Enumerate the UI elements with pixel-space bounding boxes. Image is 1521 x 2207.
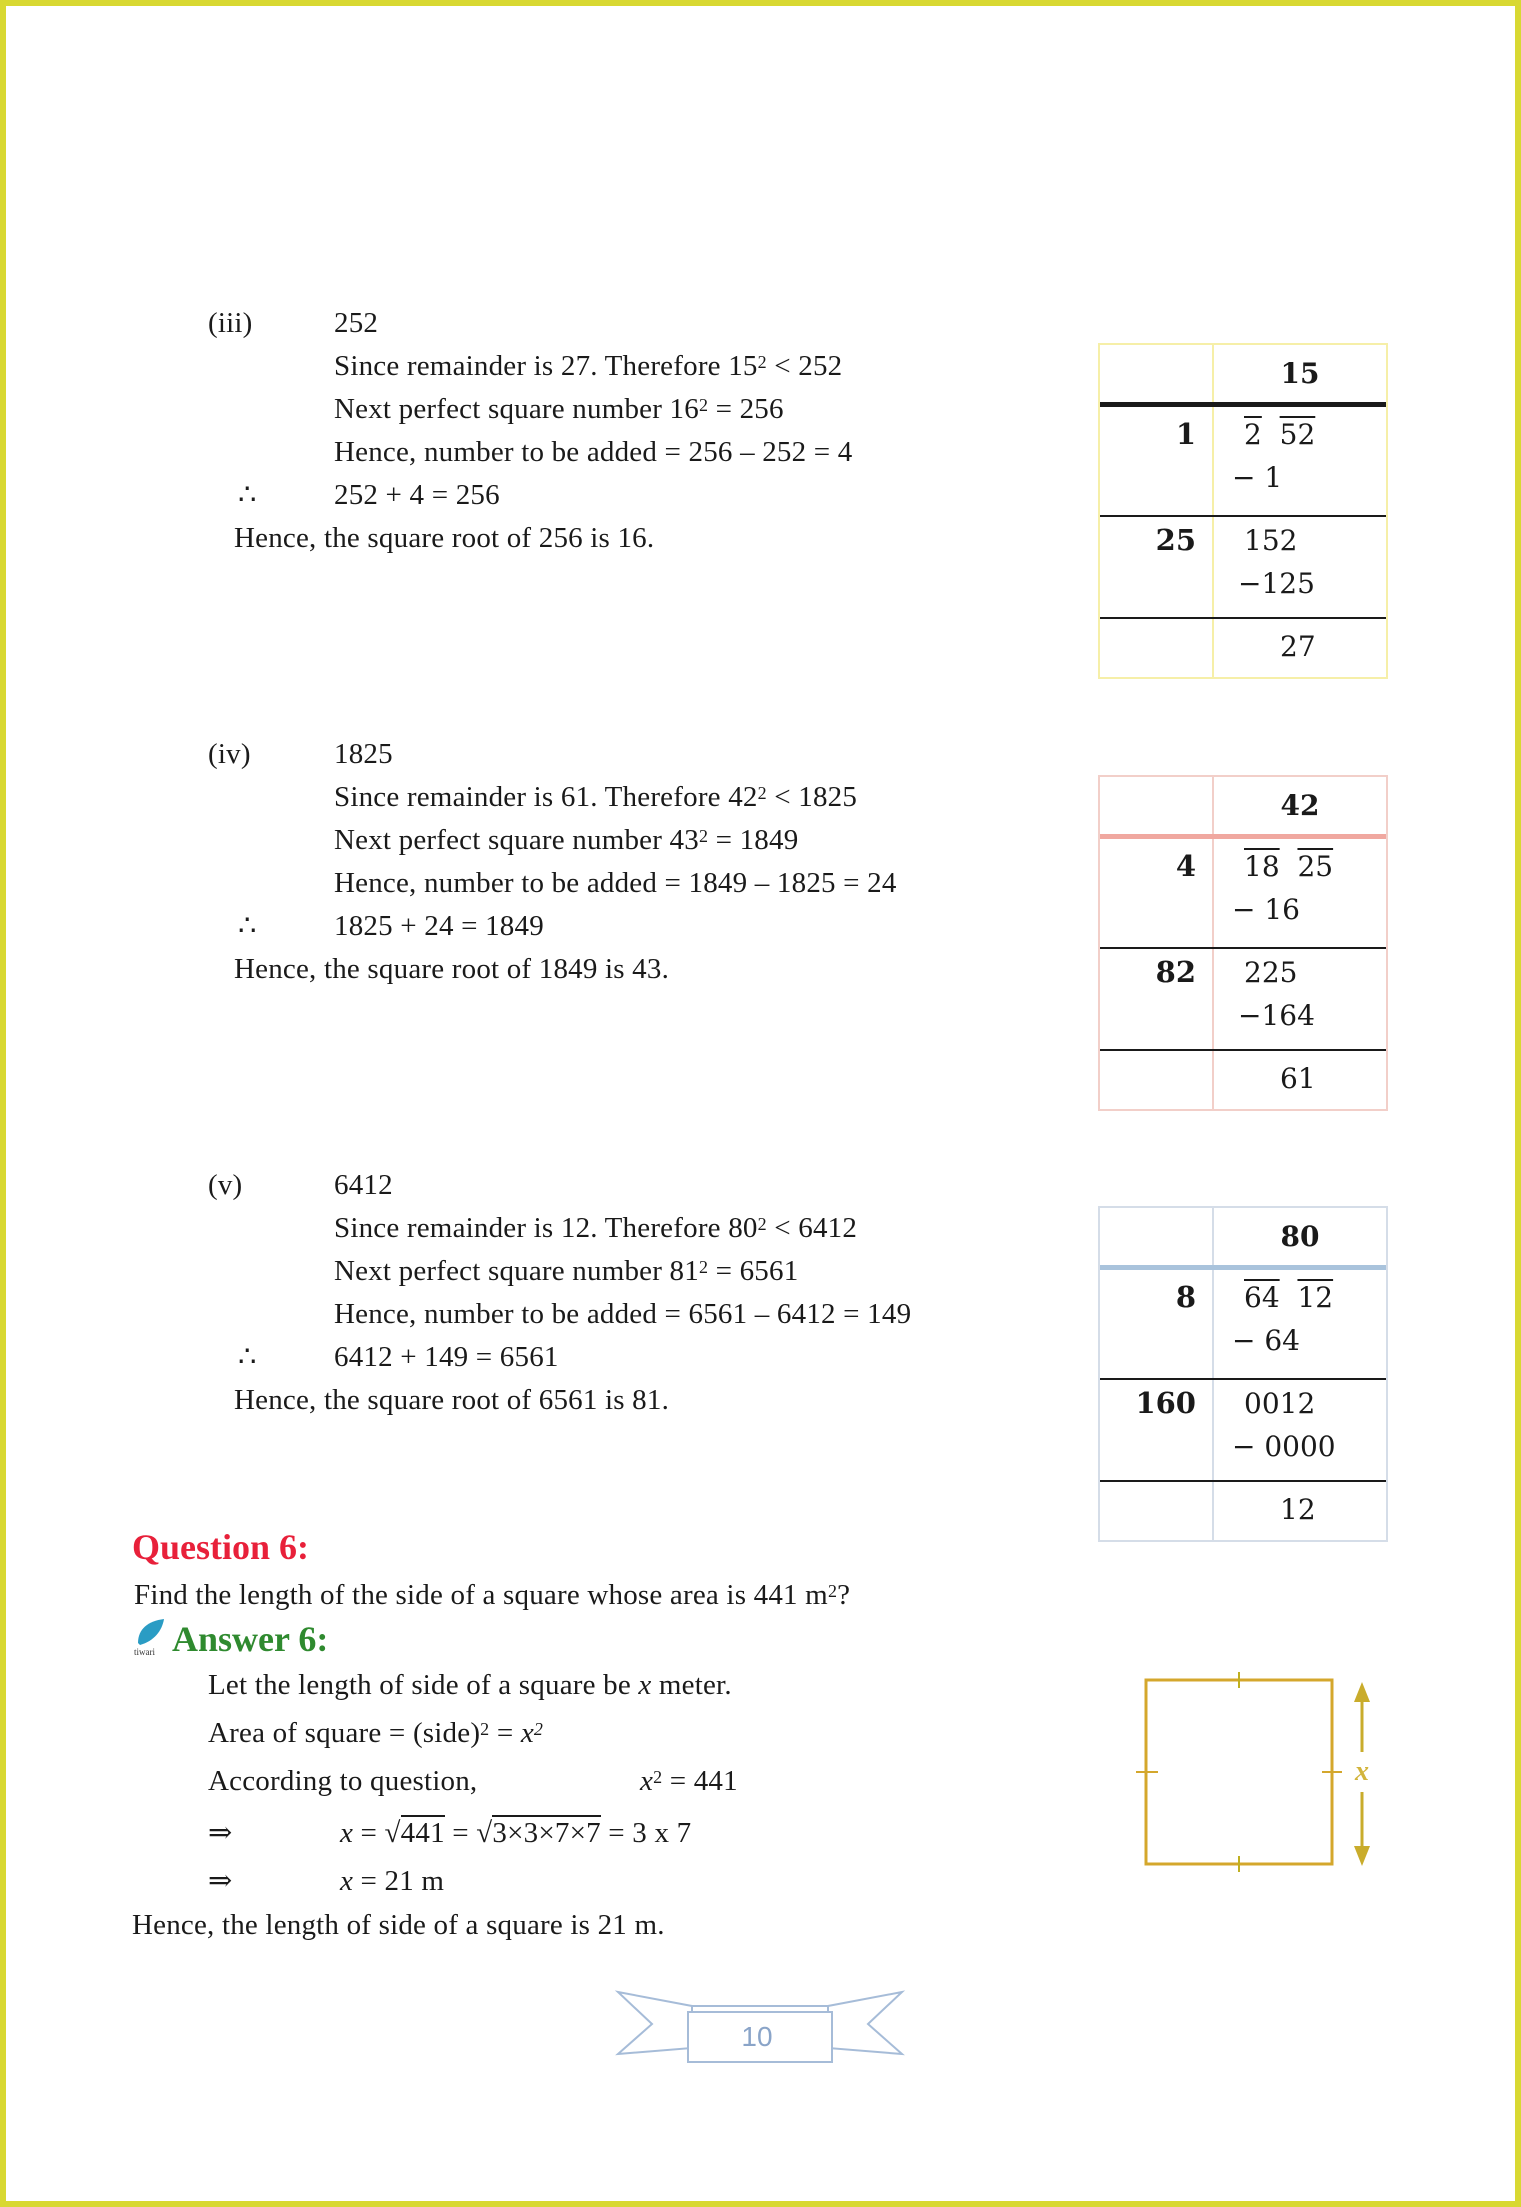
- remainder-line: Since remainder is 27. Therefore $15^2 < 252$: [334, 350, 843, 382]
- sum-line: 6412 + 149 = 6561: [334, 1341, 559, 1373]
- digit-pairs: 64 12: [1244, 1281, 1334, 1314]
- answer-line-let: Let the length of side of a square be x meter.: [208, 1669, 732, 1701]
- next-square-line: Next perfect square number $16^2 = 256$: [334, 393, 784, 425]
- answer-line-according: According to question,: [208, 1765, 478, 1797]
- remainder: 12: [1280, 1493, 1316, 1526]
- divisor: 8: [1100, 1270, 1214, 1378]
- sqrt-symbol: √: [384, 1817, 401, 1849]
- question-text: Find the length of the side of a square whose area is 441 $m^2$?: [134, 1579, 851, 1611]
- divisor: 160: [1100, 1380, 1214, 1480]
- question-title: Question 6:: [132, 1527, 310, 1567]
- divisor: 82: [1100, 949, 1214, 1049]
- part-label: (iv): [208, 738, 251, 770]
- divisor: 1: [1100, 407, 1214, 515]
- quotient-row: [1100, 777, 1386, 839]
- digit-pairs: 18 25: [1244, 850, 1334, 883]
- subtrahend: − 1: [1232, 461, 1283, 494]
- subtrahend: − 64: [1232, 1324, 1300, 1357]
- implies-symbol: ⇒: [208, 1865, 233, 1897]
- part-number: 252: [334, 307, 379, 339]
- part-label: (iii): [208, 307, 253, 339]
- number-added-line: Hence, number to be added = 6561 – 6412 = 149: [334, 1298, 912, 1330]
- page-number: 10: [741, 2021, 773, 2052]
- remainder: 61: [1280, 1062, 1316, 1095]
- part-label: (v): [208, 1169, 243, 1201]
- conclusion: Hence, the square root of 1849 is 43.: [234, 953, 670, 985]
- sqrt-symbol: √: [476, 1817, 493, 1849]
- step-row: [1100, 839, 1386, 949]
- conclusion: Hence, the square root of 256 is 16.: [234, 522, 655, 554]
- remainder: 27: [1280, 630, 1316, 663]
- quotient-row: [1100, 345, 1386, 407]
- part-number: 1825: [334, 738, 393, 770]
- conclusion: Hence, the square root of 6561 is 81.: [234, 1384, 670, 1416]
- remainder-line: Since remainder is 12. Therefore $80^2 < 6412$: [334, 1212, 858, 1244]
- quotient-row: [1100, 1208, 1386, 1270]
- remainder-row: [1100, 1482, 1386, 1540]
- sum-line: 1825 + 24 = 1849: [334, 910, 544, 942]
- tiwari-logo-icon: [134, 1617, 168, 1657]
- subtrahend: −125: [1238, 567, 1315, 600]
- divisor: 25: [1100, 517, 1214, 617]
- step-row: [1100, 407, 1386, 517]
- digit-pairs: 2 52: [1244, 418, 1316, 451]
- number-added-line: Hence, number to be added = 256 – 252 = 4: [334, 436, 853, 468]
- step-row: [1100, 1380, 1386, 1482]
- dividend: 225: [1244, 956, 1298, 989]
- long-division-table: [1098, 1206, 1388, 1542]
- therefore-symbol: ∴: [238, 910, 257, 942]
- quotient: 42: [1280, 789, 1320, 822]
- dividend: 0012: [1244, 1387, 1316, 1420]
- remainder-line: Since remainder is 61. Therefore $42^2 < 1825$: [334, 781, 858, 813]
- remainder-row: [1100, 619, 1386, 677]
- long-division-table: [1098, 775, 1388, 1111]
- subtrahend: −164: [1238, 999, 1315, 1032]
- subtrahend: − 0000: [1232, 1430, 1336, 1463]
- divisor: 4: [1100, 839, 1214, 947]
- therefore-symbol: ∴: [238, 479, 257, 511]
- number-added-line: Hence, number to be added = 1849 – 1825 = 24: [334, 867, 897, 899]
- step-row: [1100, 949, 1386, 1051]
- answer-equation-x2: $x^2 = 441$: [640, 1765, 738, 1797]
- answer-equation-root: x = √441 = √3×3×7×7 = 3 x 7: [340, 1817, 692, 1849]
- long-division-table: [1098, 343, 1388, 679]
- sum-line: 252 + 4 = 256: [334, 479, 500, 511]
- side-label: x: [1355, 1756, 1369, 1787]
- quotient: 80: [1280, 1220, 1320, 1253]
- answer-title: Answer 6:: [172, 1619, 329, 1659]
- step-row: [1100, 1270, 1386, 1380]
- next-square-line: Next perfect square number $81^2 = 6561$: [334, 1255, 799, 1287]
- therefore-symbol: ∴: [238, 1341, 257, 1373]
- svg-text:tiwari: tiwari: [134, 1647, 155, 1657]
- remainder-row: [1100, 1051, 1386, 1109]
- answer-line-area: Area of square = (side)$^2$ = $x^2$: [208, 1717, 544, 1749]
- next-square-line: Next perfect square number $43^2 = 1849$: [334, 824, 799, 856]
- step-row: [1100, 517, 1386, 619]
- answer-equation-result: x = 21 m: [340, 1865, 445, 1897]
- implies-symbol: ⇒: [208, 1817, 233, 1849]
- subtrahend: − 16: [1232, 893, 1300, 926]
- quotient: 15: [1280, 357, 1320, 390]
- square-diagram: [1130, 1660, 1410, 1880]
- part-number: 6412: [334, 1169, 393, 1201]
- answer-conclusion: Hence, the length of side of a square is 21 m.: [132, 1909, 665, 1941]
- dividend: 152: [1244, 524, 1298, 557]
